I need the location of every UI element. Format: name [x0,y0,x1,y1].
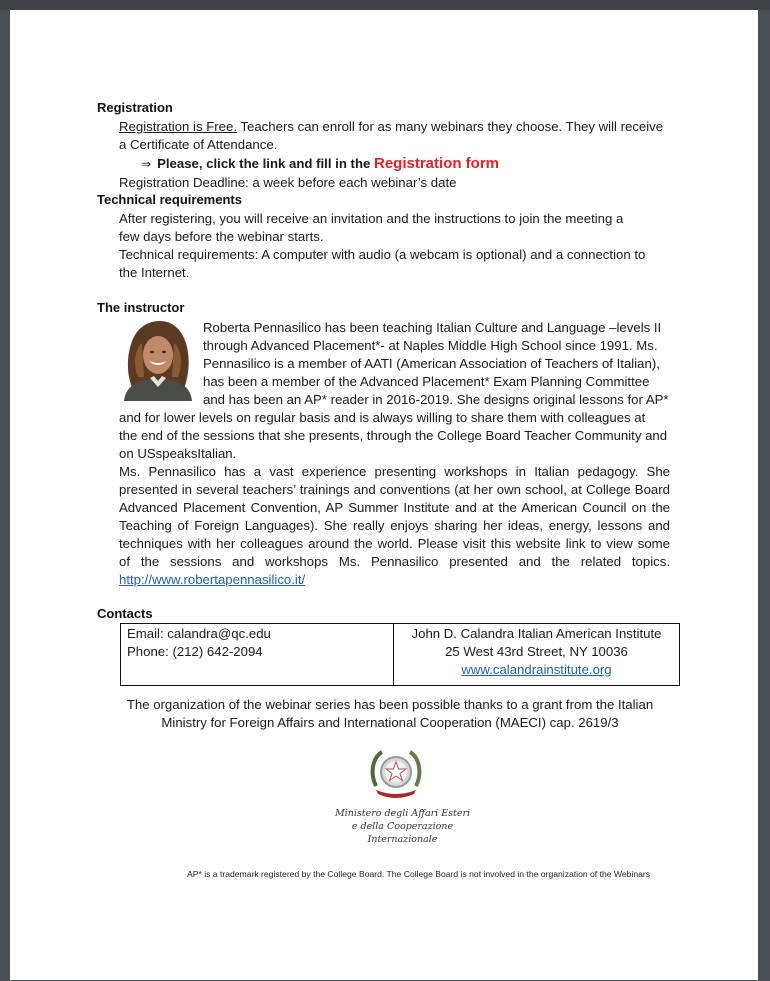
bio-line: on USspeaksItalian. [119,446,237,461]
technical-line: the Internet. [119,265,190,280]
bio-line: Roberta Pennasilico has been teaching Italian Culture and Language –levels II [203,320,662,335]
experience-line: techniques with her colleagues around the world. Please visit this website link to view some [119,536,670,551]
ministry-logo-text [320,807,485,846]
institute-name: John D. Calandra Italian American Institute [411,626,662,641]
registration-free-text: Registration is Free. [119,119,237,134]
contacts-left-cell [121,624,394,685]
registration-form-link[interactable]: Registration form [374,155,500,172]
contacts-heading: Contacts [97,606,153,621]
trademark-footnote: AP* is a trademark registered by the College Board. The College Board is not involved in the organization of the Webinars [187,869,651,879]
bio-line: the end of the sessions that she presents, through the College Board Teacher Community and [119,428,668,443]
institute-address: 25 West 43rd Street, NY 10036 [445,644,628,659]
experience-line: Ms. Pennasilico has a vast experience presenting workshops in Italian pedagogy. She [119,464,670,479]
contact-email[interactable]: Email: calandra@qc.edu [127,626,271,641]
experience-line: Teaching of Foreign Languages). She really enjoys sharing her ideas, energy, lessons and [119,518,670,533]
contact-phone: Phone: (212) 642-2094 [127,644,263,659]
bio-line: through Advanced Placement*- at Naples Middle High School since 1991. Ms. [203,338,658,353]
grant-line-2: Ministry for Foreign Affairs and International Cooperation (MAECI) cap. 2619/3 [161,715,619,730]
registration-cta [141,155,499,173]
ministry-line-1: Ministero degli Affari Esteri [334,808,471,819]
bio-line: and has been an AP* reader in 2016-2019. She designs original lessons for AP* [203,392,669,407]
instructor-heading: The instructor [97,300,185,315]
technical-line: few days before the webinar starts. [119,229,324,244]
registration-heading: Registration [97,100,173,115]
registration-line-1 [119,118,663,136]
arrow-right-icon: ⇒ [141,157,152,171]
bio-line: and for lower levels on regular basis and is always willing to share them with colleagues at [119,410,646,425]
technical-heading: Technical requirements [97,192,242,207]
technical-line: After registering, you will receive an invitation and the instructions to join the meeting a [119,211,624,226]
registration-cta-text: Please, click the link and fill in the [157,156,374,171]
bio-line: Pennasilico is a member of AATI (American Association of Teachers of Italian), [203,356,660,371]
registration-deadline: Registration Deadline: a week before each webinar’s date [119,175,457,190]
experience-line: presented in several teachers’ trainings and conventions (at her own school, at College Board [119,482,670,497]
document-page [10,10,758,980]
portrait-icon [118,317,198,401]
contacts-table [120,623,680,686]
experience-line: Advanced Placement Convention, AP Summer Institute and at the American Council on the [119,500,670,515]
technical-line: Technical requirements: A computer with audio (a webcam is optional) and a connection to [119,247,646,262]
contacts-right-cell [394,624,679,685]
bio-line: has been a member of the Advanced Placement* Exam Planning Committee [203,374,650,389]
instructor-photo [118,317,198,401]
institute-website-link[interactable]: www.calandrainstitute.org [461,662,612,677]
instructor-website-link[interactable]: http://www.robertapennasilico.it/ [119,572,306,587]
registration-line-1-text: Teachers can enroll for as many webinars they choose. They will receive [237,119,664,134]
grant-line-1: The organization of the webinar series has been possible thanks to a grant from the Italian [126,697,654,712]
registration-line-2: a Certificate of Attendance. [119,137,278,152]
experience-line: of the sessions and workshops Ms. Pennasilico presented and the related topics. [119,554,670,569]
ministry-line-2: e della Cooperazione Internazionale [351,821,454,845]
viewer-frame-top [0,0,770,10]
italian-republic-emblem-icon [368,746,424,804]
